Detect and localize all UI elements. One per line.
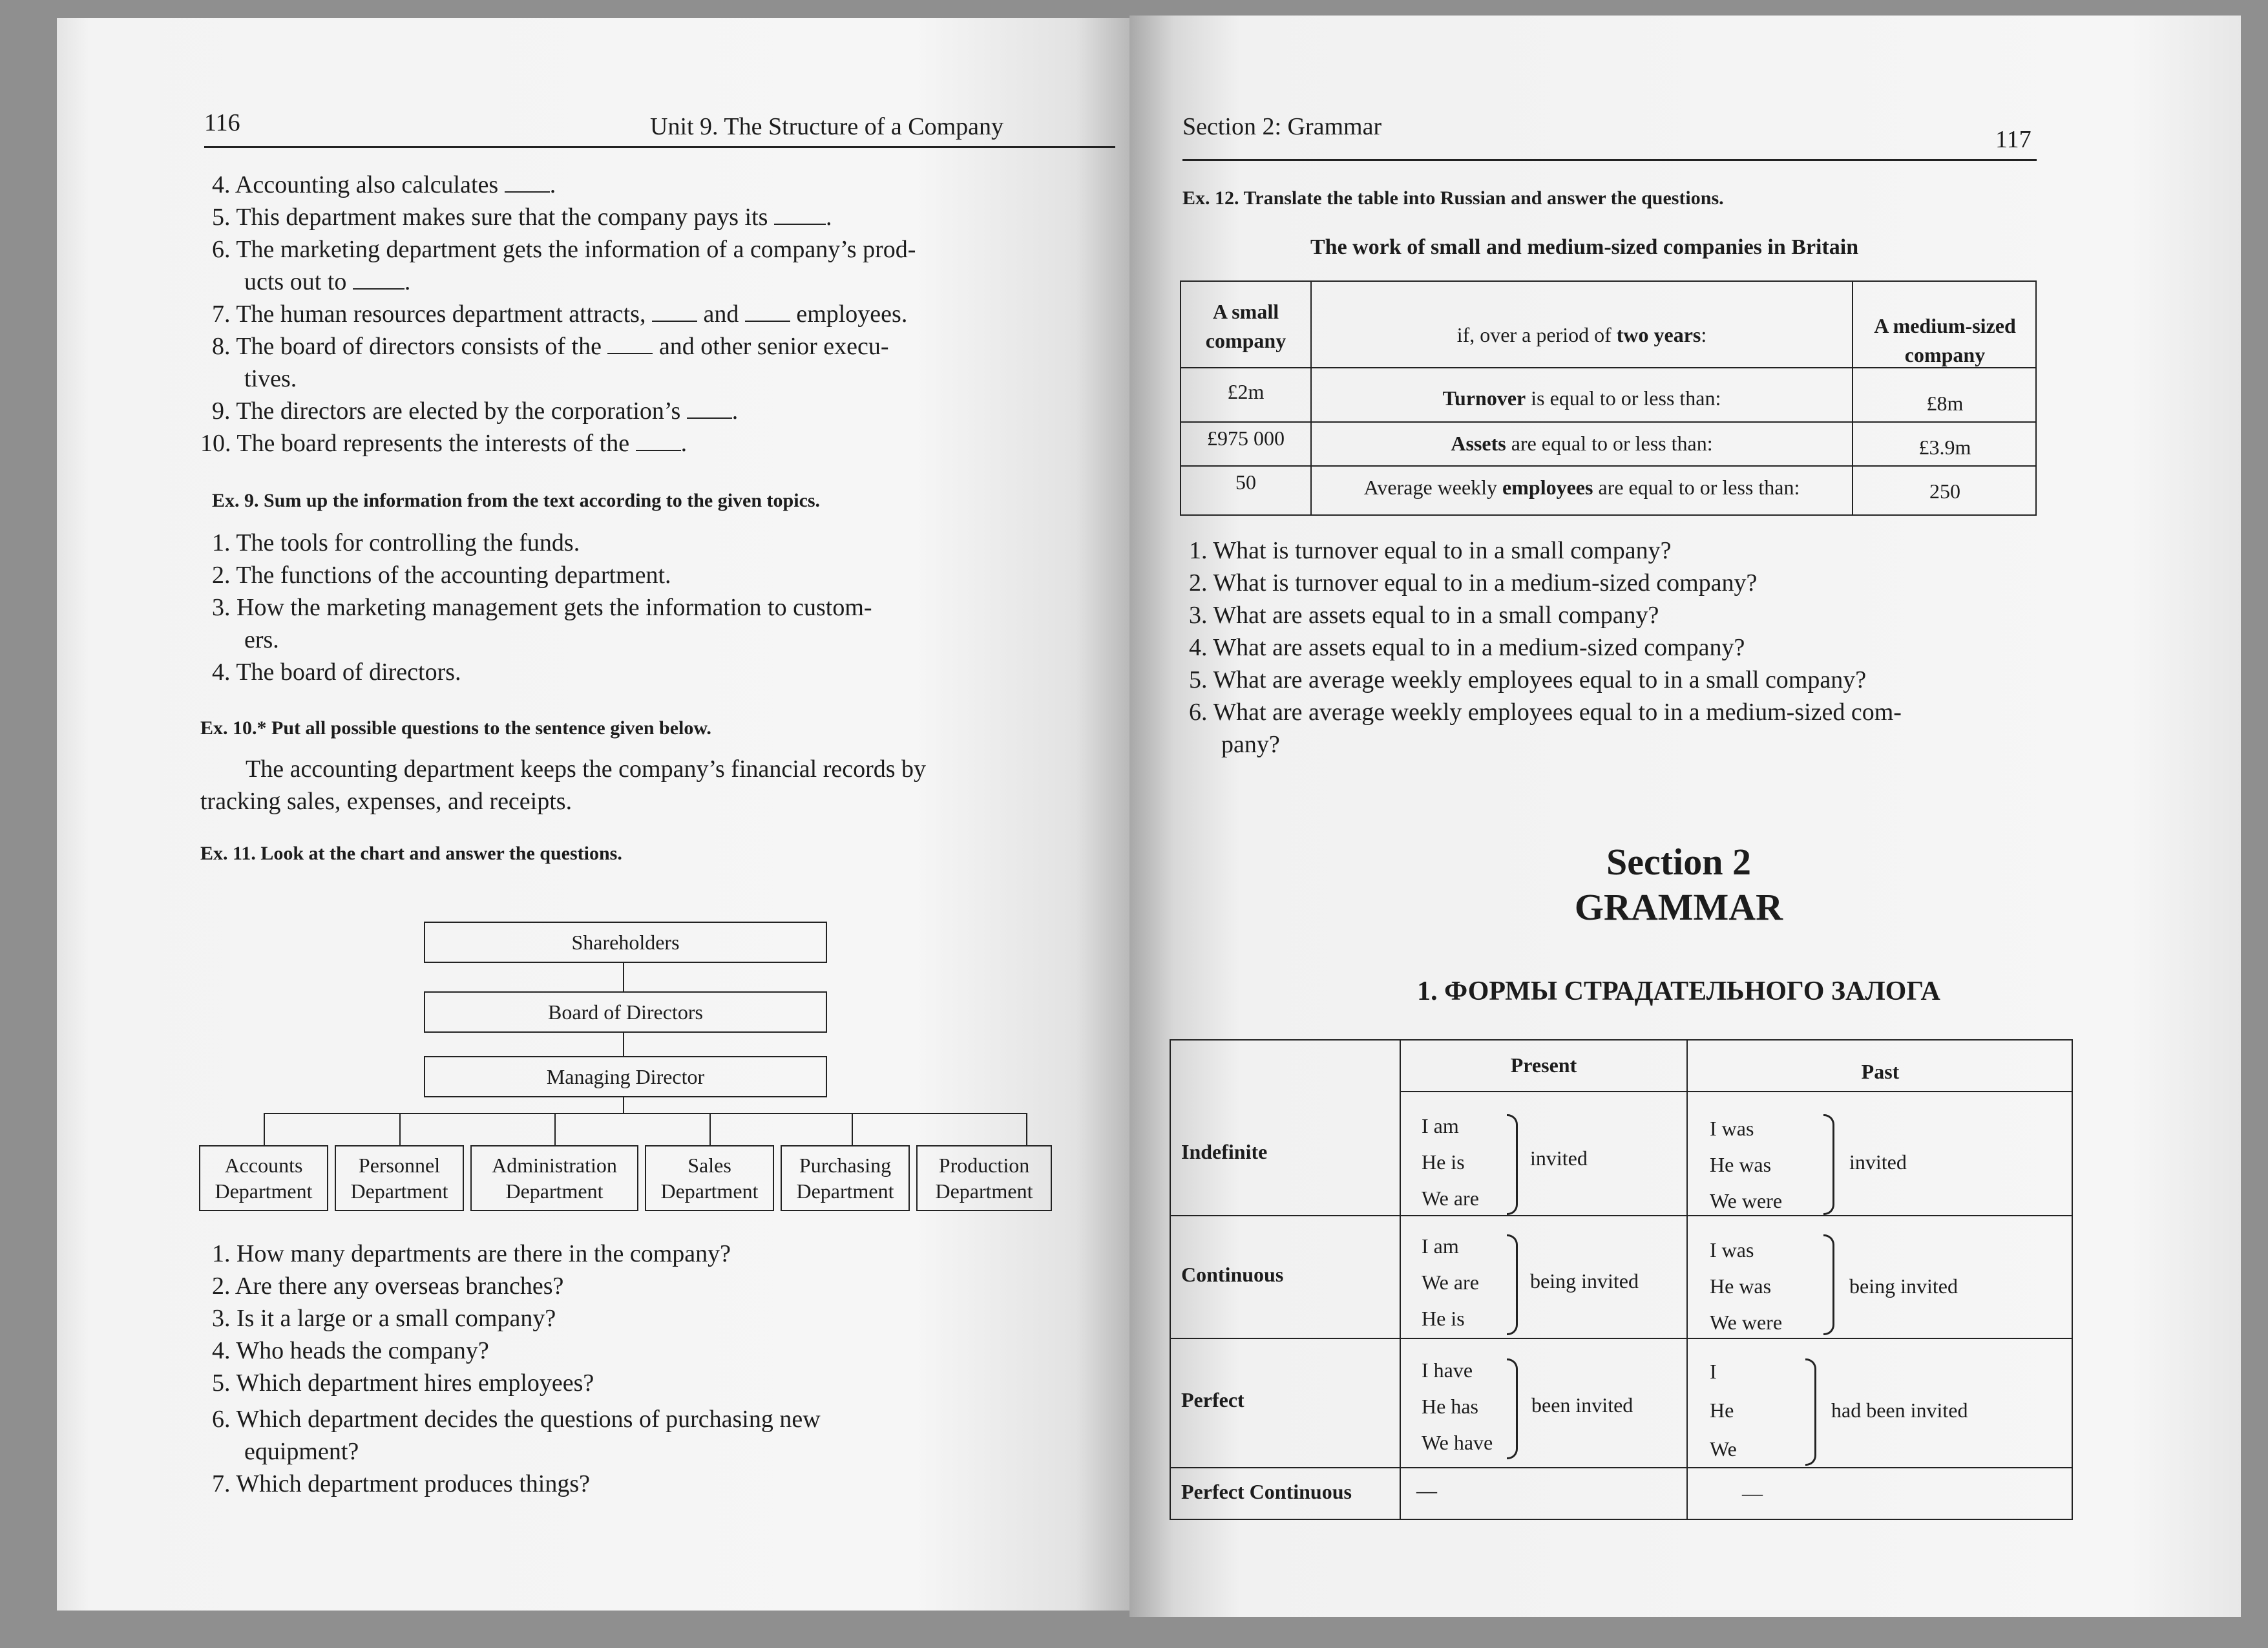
subsection-title: 1. ФОРМЫ СТРАДАТЕЛЬНОГО ЗАЛОГА: [1417, 977, 1940, 1006]
ex9-item-4: 4. The board of directors.: [212, 659, 461, 686]
ex11-q5: 5. Which department hires employees?: [212, 1369, 594, 1397]
dept-production: Production Department: [916, 1145, 1052, 1211]
org-connector: [264, 1113, 265, 1146]
org-connector: [554, 1113, 556, 1146]
perfect-past-verb: had been invited: [1831, 1399, 1968, 1422]
left-page: [57, 18, 1129, 1611]
brace-icon: [1823, 1234, 1834, 1335]
org-connector: [623, 1033, 624, 1056]
left-header-rule: [204, 146, 1115, 148]
perfect-past-subjects: I He We: [1710, 1360, 1737, 1461]
indefinite-present-verb: invited: [1530, 1146, 1588, 1170]
org-connector: [399, 1113, 401, 1146]
item-9: 9. The directors are elected by the corporation’s .: [212, 397, 739, 425]
right-header-rule: [1182, 159, 2037, 161]
cell-small-turnover: £2m: [1227, 380, 1265, 403]
ex11-q7: 7. Which department produces things?: [212, 1470, 590, 1497]
item-4: 4. Accounting also calculates .: [212, 171, 556, 198]
dept-accounts: Accounts Department: [199, 1145, 328, 1211]
col-head-medium: A medium-sized company: [1874, 314, 2016, 366]
continuous-present-subjects: I am We are He is: [1422, 1234, 1479, 1330]
org-branch-line: [264, 1113, 1026, 1114]
head-past: Past: [1861, 1060, 1900, 1083]
brace-icon: [1805, 1358, 1816, 1466]
org-connector: [1026, 1113, 1027, 1146]
ex11-q4: 4. Who heads the company?: [212, 1337, 489, 1364]
continuous-past-subjects: I was He was We were: [1710, 1238, 1783, 1334]
ex9-item-2: 2. The functions of the accounting department.: [212, 562, 671, 589]
cell-small-employees: 50: [1235, 470, 1256, 494]
org-managing-director: Managing Director: [424, 1056, 827, 1097]
brace-icon: [1823, 1114, 1834, 1215]
ex9-item-3-cont: ers.: [244, 626, 279, 653]
continuous-past-verb: being invited: [1849, 1274, 1958, 1298]
table-divider: [1180, 465, 2037, 467]
head-present: Present: [1510, 1053, 1577, 1077]
ex11-q1: 1. How many departments are there in the company?: [212, 1240, 731, 1267]
voice-row-divider: [1170, 1215, 2073, 1216]
item-10: 10. The board represents the interests of the .: [200, 430, 688, 457]
voice-row-divider: [1401, 1091, 2073, 1092]
indefinite-past-subjects: I was He was We were: [1710, 1117, 1783, 1212]
ex10-text-1: The accounting department keeps the company’s financial records by: [246, 755, 927, 783]
org-connector: [709, 1113, 711, 1146]
item-5: 5. This department makes sure that the company pays its .: [212, 204, 832, 231]
cell-medium-turnover: £8m: [1926, 392, 1964, 415]
row-label-indefinite: Indefinite: [1181, 1140, 1268, 1163]
perfect-continuous-past-dash: —: [1742, 1481, 1763, 1505]
ex10-title: Ex. 10.* Put all possible questions to the sentence given below.: [200, 717, 711, 739]
org-connector: [852, 1113, 853, 1146]
item-8-cont: tives.: [244, 365, 297, 392]
brace-icon: [1507, 1234, 1518, 1335]
ex11-q3: 3. Is it a large or a small company?: [212, 1305, 556, 1332]
left-page-number: 116: [204, 109, 240, 136]
row-label-perfect: Perfect: [1181, 1388, 1244, 1411]
ex10-text-2: tracking sales, expenses, and receipts.: [200, 788, 572, 815]
item-6: 6. The marketing department gets the information of a company’s prod-: [212, 236, 916, 263]
cell-criterion-employees: Average weekly employees are equal to or less than:: [1363, 476, 1800, 499]
brace-icon: [1507, 1114, 1518, 1215]
item-8: 8. The board of directors consists of the and other senior execu-: [212, 333, 889, 360]
perfect-continuous-present-dash: —: [1416, 1479, 1437, 1502]
col-head-middle: if, over a period of two years:: [1456, 323, 1707, 346]
dept-personnel: Personnel Department: [335, 1145, 464, 1211]
cell-medium-employees: 250: [1929, 480, 1960, 503]
ex12-q1: 1. What is turnover equal to in a small company?: [1189, 537, 1672, 564]
ex12-q3: 3. What are assets equal to in a small company?: [1189, 602, 1659, 629]
ex11-q6-cont: equipment?: [244, 1438, 359, 1465]
item-6-cont: ucts out to .: [244, 268, 411, 295]
col-head-small: A small company: [1205, 300, 1286, 352]
ex11-q6: 6. Which department decides the questions of purchasing new: [212, 1406, 821, 1433]
ex12-q6: 6. What are average weekly employees equal to in a medium-sized com-: [1189, 699, 1902, 726]
org-connector: [623, 1097, 624, 1113]
dept-sales: Sales Department: [645, 1145, 774, 1211]
table-title: The work of small and medium-sized companies in Britain: [1310, 235, 1859, 259]
ex12-q6-cont: pany?: [1221, 731, 1280, 758]
row-label-perfect-continuous: Perfect Continuous: [1181, 1480, 1352, 1503]
ex12-q2: 2. What is turnover equal to in a medium-sized company?: [1189, 569, 1758, 597]
cell-small-assets: £975 000: [1207, 427, 1285, 450]
right-running-header: Section 2: Grammar: [1182, 113, 1382, 140]
ex12-q5: 5. What are average weekly employees equal to in a small company?: [1189, 666, 1867, 693]
ex9-title: Ex. 9. Sum up the information from the text according to the given topics.: [212, 490, 821, 511]
ex11-title: Ex. 11. Look at the chart and answer the questions.: [200, 843, 622, 864]
perfect-present-subjects: I have He has We have: [1422, 1358, 1493, 1454]
section-title: GRAMMAR: [1574, 886, 1783, 928]
voice-col-divider: [1400, 1039, 1401, 1520]
brace-icon: [1507, 1358, 1518, 1459]
perfect-present-verb: been invited: [1531, 1393, 1633, 1417]
org-shareholders: Shareholders: [424, 922, 827, 963]
indefinite-present-subjects: I am He is We are: [1422, 1114, 1479, 1210]
dept-purchasing: Purchasing Department: [781, 1145, 910, 1211]
voice-row-divider: [1170, 1338, 2073, 1339]
cell-criterion-assets: Assets are equal to or less than:: [1451, 432, 1713, 455]
org-connector: [623, 963, 624, 991]
indefinite-past-verb: invited: [1849, 1150, 1907, 1174]
ex12-q4: 4. What are assets equal to in a medium-sized company?: [1189, 634, 1745, 661]
voice-row-divider: [1170, 1467, 2073, 1468]
ex9-item-3: 3. How the marketing management gets the information to custom-: [212, 594, 872, 621]
cell-medium-assets: £3.9m: [1918, 436, 1971, 459]
ex12-title: Ex. 12. Translate the table into Russian and answer the questions.: [1182, 187, 1724, 209]
ex11-q2: 2. Are there any overseas branches?: [212, 1273, 564, 1300]
item-7: 7. The human resources department attracts, and employees.: [212, 301, 908, 328]
section-number: Section 2: [1606, 841, 1751, 883]
right-page: [1129, 16, 2241, 1617]
left-running-header: Unit 9. The Structure of a Company: [650, 113, 1004, 140]
cell-criterion-turnover: Turnover is equal to or less than:: [1442, 386, 1721, 410]
dept-administration: Administration Department: [470, 1145, 638, 1211]
right-page-number: 117: [1995, 126, 2032, 153]
continuous-present-verb: being invited: [1530, 1269, 1639, 1293]
row-label-continuous: Continuous: [1181, 1263, 1284, 1286]
ex9-item-1: 1. The tools for controlling the funds.: [212, 529, 580, 556]
table-divider: [1180, 421, 2037, 423]
org-board: Board of Directors: [424, 991, 827, 1033]
voice-col-divider: [1686, 1039, 1688, 1520]
